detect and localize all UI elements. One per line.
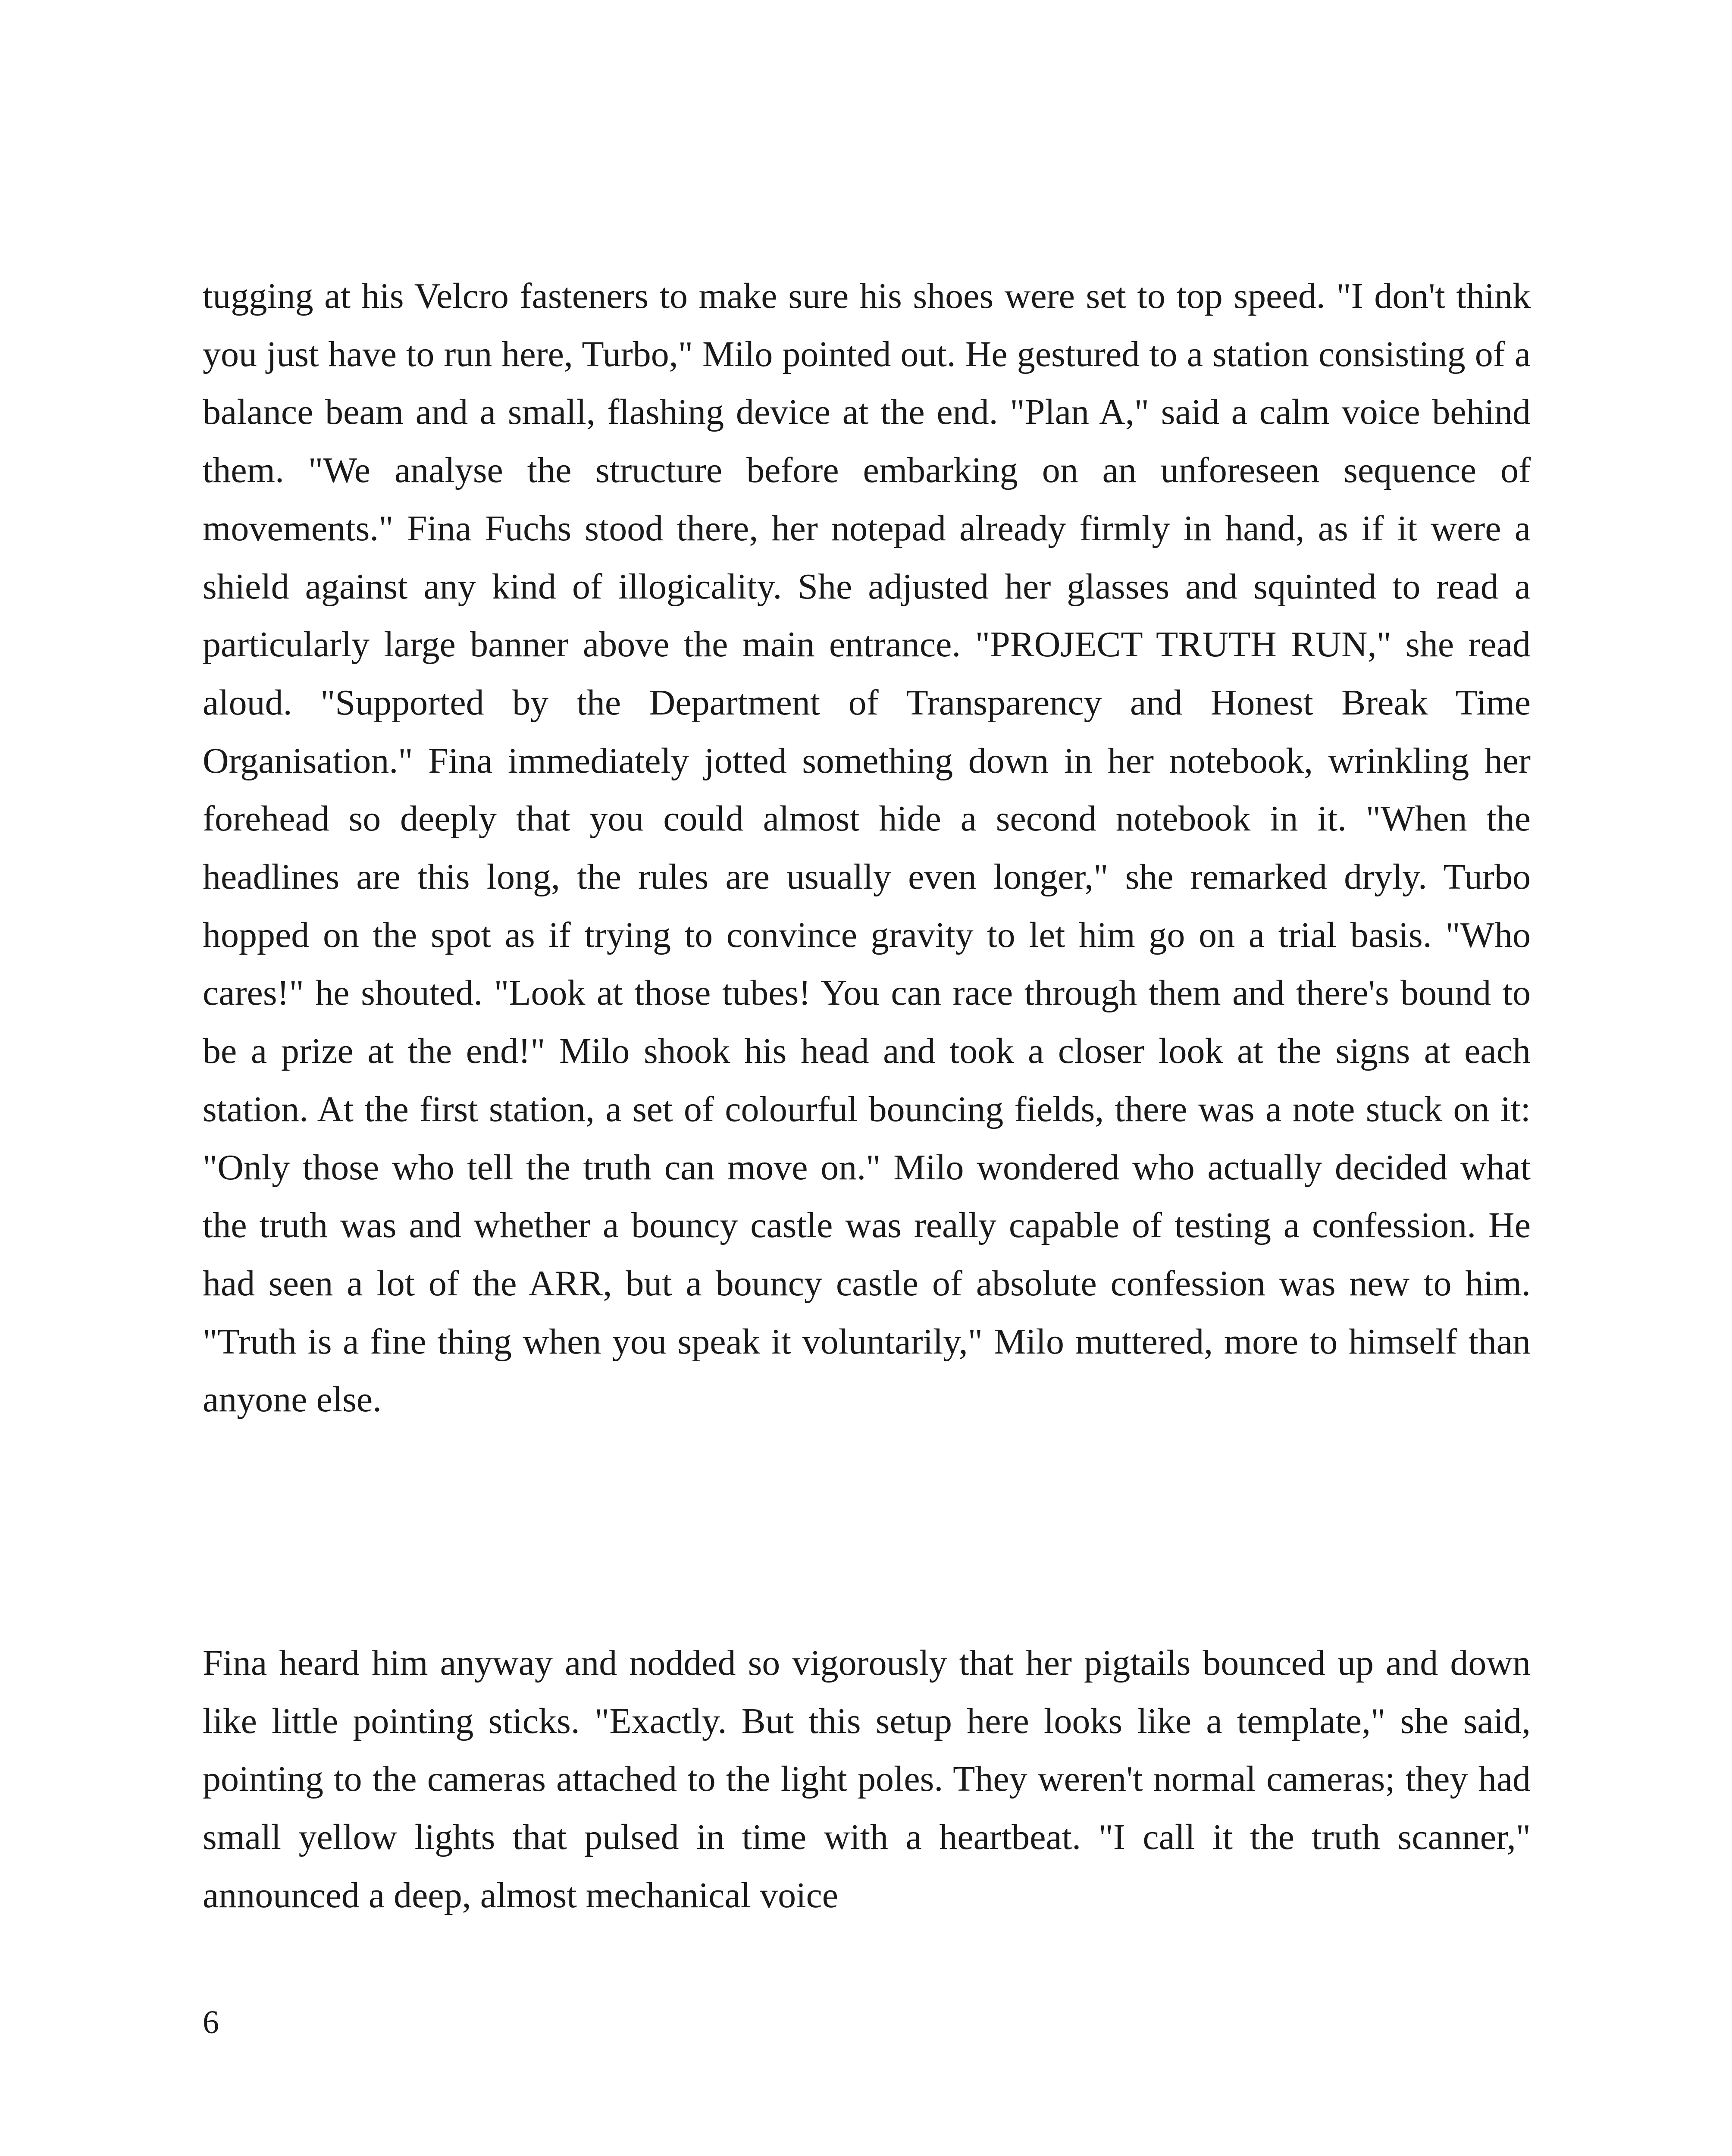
page-number: 6 bbox=[203, 2004, 219, 2040]
body-paragraph-1: tugging at his Velcro fasteners to make sure his shoes were set to top speed. "I don't think you just have to run here, Turbo," Milo pointed out. He gestured to a station consisting of a balance beam and a small, flashing device at the end. "Plan A," said a calm voice behind them. "We analyse the structure before embarking on an unforeseen sequence of movements." Fina Fuchs stood there, her notepad already firmly in hand, as if it were a shield against any kind of illogicality. She adjusted her glasses and squinted to read a particularly large banner above the main entrance. "PROJECT TRUTH RUN," she read aloud. "Supported by the Department of Transparency and Honest Break Time Organisation." Fina immediately jotted something down in her notebook, wrinkling her forehead so deeply that you could almost hide a second notebook in it. "When the headlines are this long, the rules are usually even longer," she remarked dryly. Turbo hopped on the spot as if trying to convince gravity to let him go on a trial basis. "Who cares!" he shouted. "Look at those tubes! You can race through them and there's bound to be a prize at the end!" Milo shook his head and took a closer look at the signs at each station. At the first station, a set of colourful bouncing fields, there was a note stuck on it: "Only those who tell the truth can move on." Milo wondered who actually decided what the truth was and whether a bouncy castle was really capable of testing a confession. He had seen a lot of the ARR, but a bouncy castle of absolute confession was new to him. "Truth is a fine thing when you speak it voluntarily," Milo muttered, more to himself than anyone else. bbox=[203, 276, 1531, 1420]
body-paragraph-2: Fina heard him anyway and nodded so vigorously that her pigtails bounced up and down like little pointing sticks. "Exactly. But this setup here looks like a template," she said, pointing to the cameras attached to the light poles. They weren't normal cameras; they had small yellow lights that pulsed in time with a heartbeat. "I call it the truth scanner," announced a deep, almost mechanical voice bbox=[203, 1643, 1531, 1915]
